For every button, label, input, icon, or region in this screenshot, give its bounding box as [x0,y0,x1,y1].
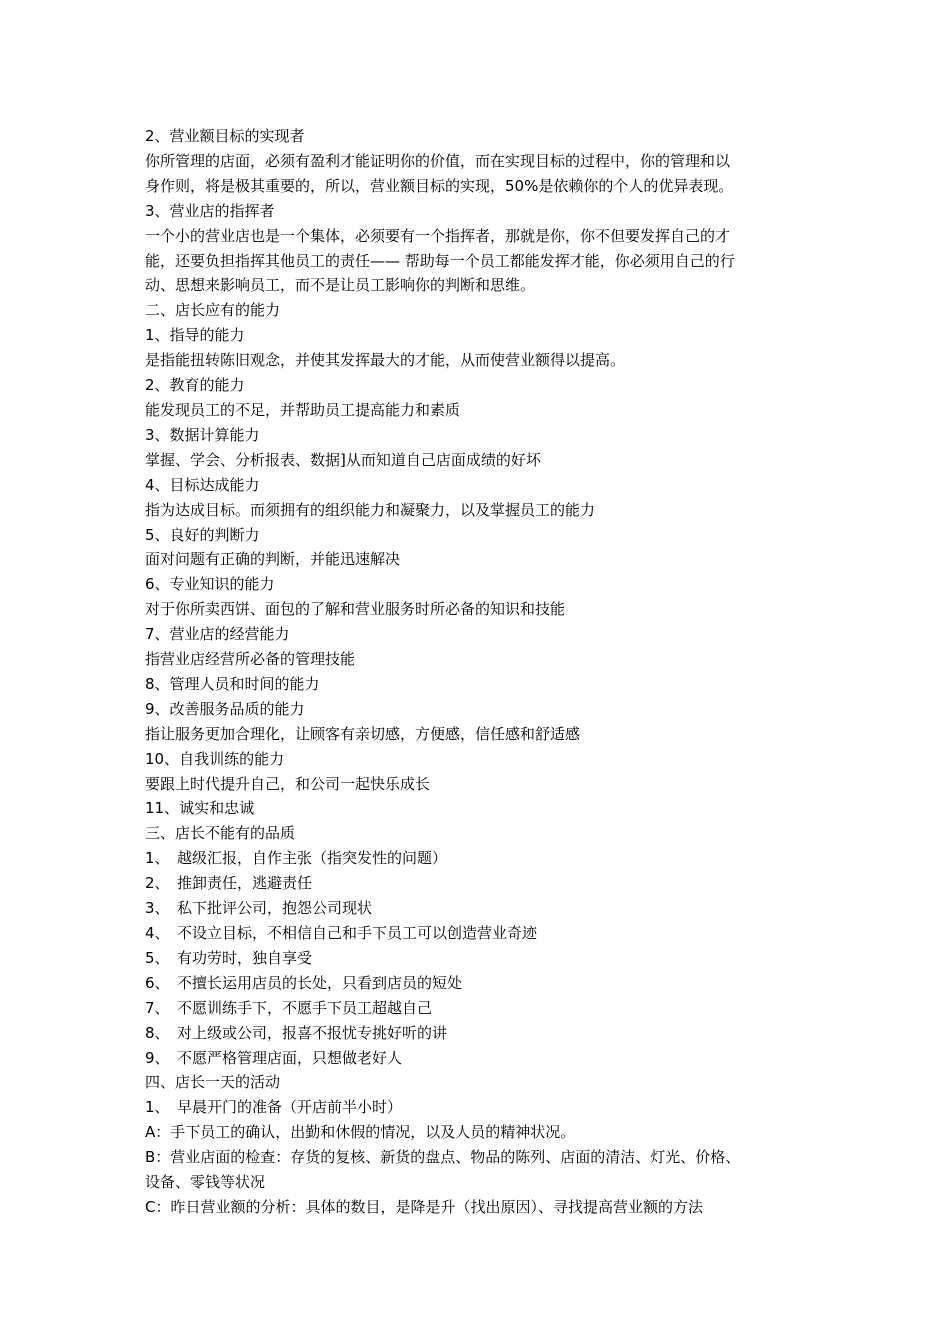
text-line: 对于你所卖西饼、面包的了解和营业服务时所必备的知识和技能 [145,600,566,619]
text-line: 9、 不愿严格管理店面，只想做老好人 [145,1048,403,1067]
text-line: 9、改善服务品质的能力 [145,699,305,718]
text-line: 5、良好的判断力 [145,525,260,544]
text-line: 6、专业知识的能力 [145,575,275,594]
text-line: 是指能扭转陈旧观念，并使其发挥最大的才能，从而使营业额得以提高。 [145,351,626,370]
text-line: 4、目标达成能力 [145,475,260,494]
text-line: 7、 不愿训练手下，不愿手下员工超越自己 [145,998,433,1017]
text-line: 面对问题有正确的判断，并能迅速解决 [145,550,401,569]
document-body [145,124,810,1220]
text-line: 6、 不擅长运用店员的长处，只看到店员的短处 [145,973,463,992]
text-line: 10、自我训练的能力 [145,749,285,768]
text-line: 要跟上时代提升自己，和公司一起快乐成长 [145,774,431,793]
text-line: A：手下员工的确认，出勤和休假的情况，以及人员的精神状况。 [145,1123,576,1142]
text-line: 3、营业店的指挥者 [145,201,275,220]
text-line: 掌握、学会、分析报表、数据]从而知道自己店面成绩的好坏 [145,450,541,469]
text-line: 指营业店经营所必备的管理技能 [145,650,356,669]
text-line: 8、 对上级或公司，报喜不报忧专挑好听的讲 [145,1023,448,1042]
text-line: 4、 不设立目标，不相信自己和手下员工可以创造营业奇迹 [145,924,538,942]
text-line: C：昨日营业额的分析：具体的数目，是降是升（找出原因）、寻找提高营业额的方法 [145,1197,703,1216]
text-line: 2、营业额目标的实现者 [145,127,305,145]
text-line: 11、诚实和忠诚 [145,799,255,818]
text-line: 一个小的营业店也是一个集体，必须要有一个指挥者，那就是你，你不但要发挥自己的才 [145,226,731,245]
text-line: 二、店长应有的能力 [145,301,281,320]
text-line: 能发现员工的不足，并帮助员工提高能力和素质 [145,400,461,419]
text-line: 8、管理人员和时间的能力 [145,674,320,693]
text-line: 你所管理的店面，必须有盈利才能证明你的价值，而在实现目标的过程中，你的管理和以 [145,151,731,170]
text-line: 7、营业店的经营能力 [145,625,290,644]
text-line: 指让服务更加合理化，让顾客有亲切感，方便感，信任感和舒适感 [145,724,581,743]
text-line: 动、思想来影响员工，而不是让员工影响你的判断和思维。 [145,276,536,295]
text-line: 3、数据计算能力 [145,425,260,444]
text-line: 2、教育的能力 [145,376,245,395]
text-line: 1、指导的能力 [145,326,245,345]
text-line: 2、 推卸责任，逃避责任 [145,874,313,893]
text-line: 四、店长一天的活动 [145,1073,281,1092]
text-line: 5、 有功劳时，独自享受 [145,948,313,967]
text-line: 设备、零钱等状况 [145,1173,266,1192]
text-line: 1、 早晨开门的准备（开店前半小时） [145,1098,403,1117]
text-line: 能，还要负担指挥其他员工的责任—— 帮助每一个员工都能发挥才能，你必须用自己的行 [145,251,735,270]
text-line: 3、 私下批评公司，抱怨公司现状 [145,899,373,918]
text-line: 指为达成目标。而须拥有的组织能力和凝聚力，以及掌握员工的能力 [145,500,596,519]
text-line: 1、 越级汇报，自作主张（指突发性的问题） [145,849,448,868]
text-line: B：营业店面的检查：存货的复核、新货的盘点、物品的陈列、店面的清洁、灯光、价格、 [145,1148,741,1167]
text-line: 三、店长不能有的品质 [145,824,296,843]
text-line: 身作则，将是极其重要的，所以，营业额目标的实现，50%是依赖你的个人的优异表现。 [145,176,734,195]
